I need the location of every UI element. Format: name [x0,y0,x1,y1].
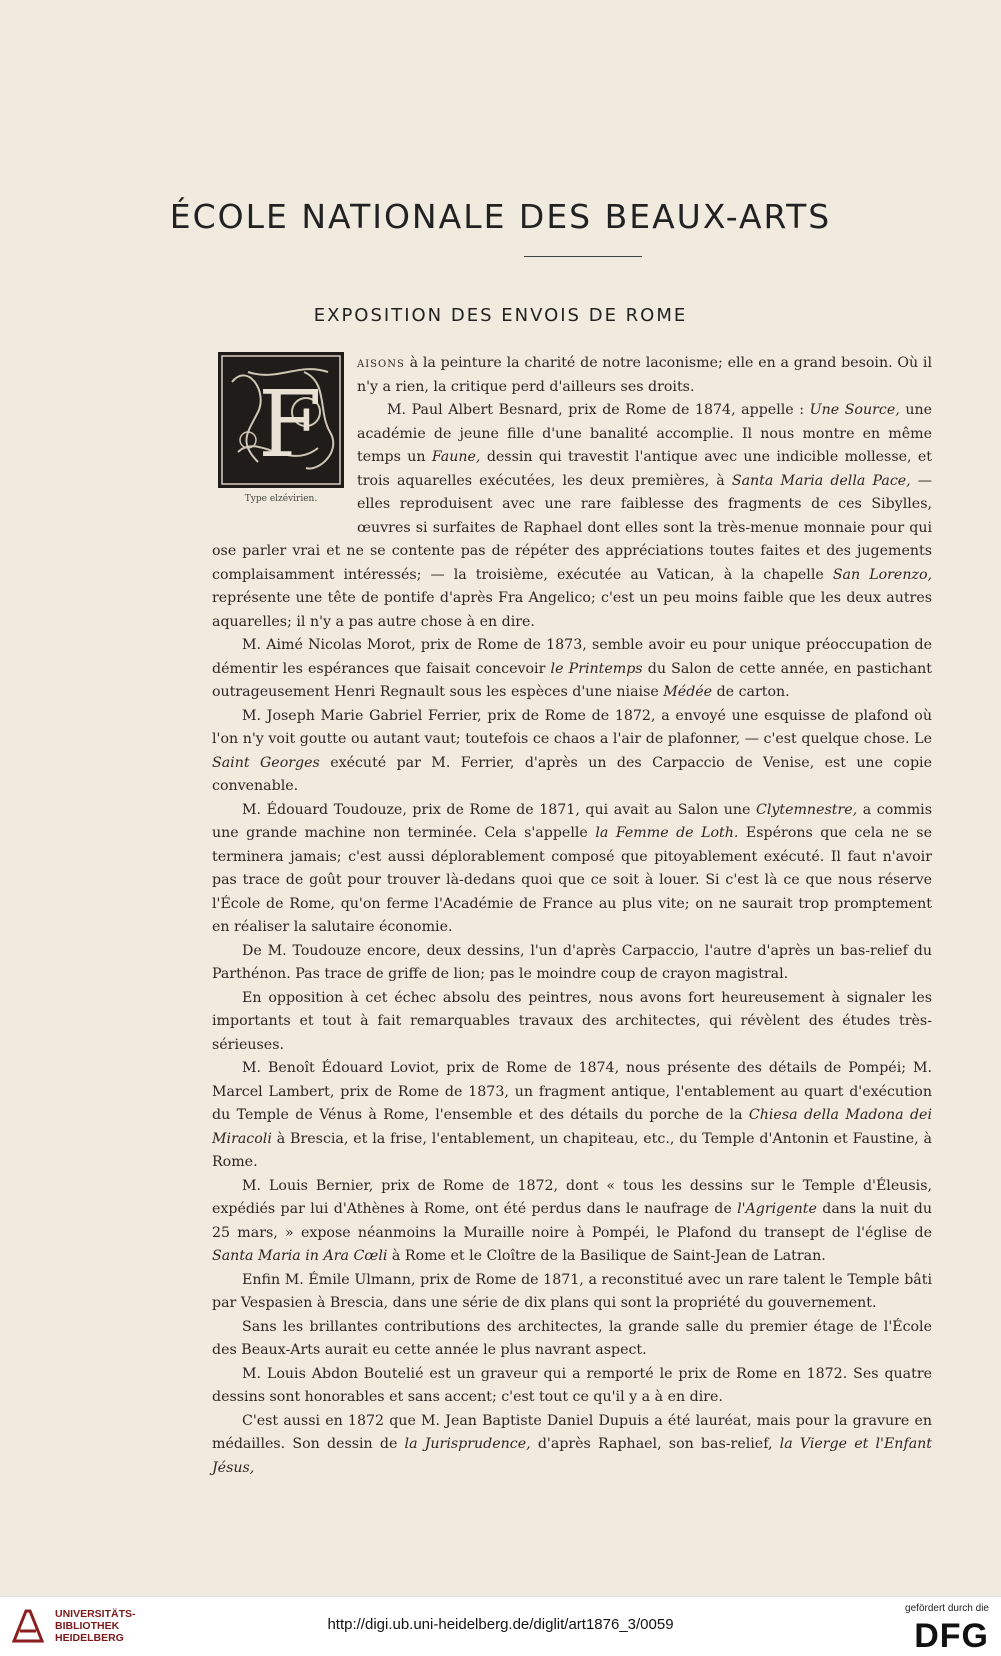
text-run: Sans les brillantes contributions des architectes, la grande salle du premier étage de l'École des Beaux-Arts aurait eu cette année le plus navrant aspect. [212,1318,932,1358]
text-run: M. Joseph Marie Gabriel Ferrier, prix de Rome de 1872, a envoyé une esquisse de plafond où l'on n'y voit goutte ou autant vaut; toutefois ce chaos a l'air de plafonner, — c'est quelque chose. Le [212,707,932,747]
text-run: à la peinture la charité de notre laconisme; elle en a grand besoin. Où il n'y a rien, la critique perd d'ailleurs ses droits. [357,355,932,395]
italic-title: San Lorenzo, [832,566,932,583]
text-run: dessin qui travestit l'antique avec une indicible mollesse, et trois aquarelles exécutées, les deux premières, à [357,449,932,489]
text-run: une académie de jeune fille d'une banalité accomplie. Il nous montre en même temps un [357,402,932,465]
text-run: M. Aimé Nicolas Morot, prix de Rome de 1873, semble avoir eu pour unique préoccupation de démentir les espérances que faisait concevoir [212,637,932,677]
text-run: M. Benoît Édouard Loviot, prix de Rome de 1874, nous présente des détails de Pompéi; M. Marcel Lambert, prix de Rome de 1873, un fragment antique, l'entablement au quart d'exécution du Temple de Vénus à Rome, l'ensemble et des détails du porche de la [212,1060,932,1123]
dropcap-space [212,352,357,518]
italic-title: Santa Maria della Pace, [731,472,911,489]
paragraph [212,1057,932,1175]
dropcap-caption: Type elzévirien. [244,494,318,504]
italic-title: Chiesa della Madona dei Miracoli [212,1107,932,1147]
text-run: représente une tête de pontife d'après Fra Angelico; c'est un peu moins faible que les deux autres aquarelles; il n'y a pas autre chose à en dire. [212,590,932,630]
paragraph [212,799,932,940]
paragraph [212,987,932,1058]
text-run: à Rome et le Cloître de la Basilique de Saint-Jean de Latran. [387,1248,826,1264]
italic-title: le Printemps [550,660,643,677]
paragraph [212,940,932,987]
section-subtitle: EXPOSITION DES ENVOIS DE ROME [313,305,688,326]
text-run: aisons [357,355,405,371]
paragraph [212,1316,932,1363]
text-run: d'après Raphael, son bas-relief, [530,1436,780,1452]
italic-title: Une Source, [809,402,900,418]
dfg-logo: DFG [914,1617,989,1655]
text-run: M. Louis Bernier, prix de Rome de 1872, dont « tous les dessins sur le Temple d'Éleusis, expédiés par lui d'Athènes à Rome, ont été perdus dans le naufrage de [212,1177,932,1217]
text-run: M. Édouard Toudouze, prix de Rome de 1871, qui avait au Salon une [242,801,756,818]
text-run: dans la nuit du 25 mars, » expose néanmoins la Muraille noire à Pompéi, le Plafond du transept de l'église de [212,1201,932,1241]
italic-title: Médée [663,684,713,700]
paragraph [212,1175,932,1269]
article-body [212,352,932,1480]
text-run: — elles reproduisent avec une rare faiblesse des fragments de ces Sibylles, œuvres si surfaites de Raphael dont elles sont la très-menue monnaie pour qui ose parler vrai et ne se contente pas de répéter des appréciations toutes faites et des jugements complaisamment intéressés; — la troisième, exécutée au Vatican, à la chapelle [212,472,932,583]
library-name: UNIVERSITÄTS- BIBLIOTHEK HEIDELBERG [55,1608,136,1644]
paragraph [212,1269,932,1316]
paragraph [212,1410,932,1481]
paragraph [212,634,932,705]
text-run: M. Louis Abdon Boutelié est un graveur qui a remporté le prix de Rome en 1872. Ses quatre dessins sont honorables et sans accent; c'est tout ce qu'il y a à en dire. [212,1365,932,1405]
text-run: exécuté par M. Ferrier, d'après un des Carpaccio de Venise, est une copie convenable. [212,754,932,794]
italic-title: Clytemnestre, [755,801,858,818]
italic-title: Faune, [431,449,481,465]
text-run: De M. Toudouze encore, deux dessins, l'un d'après Carpaccio, l'autre d'après un bas-relief du Parthénon. Pas trace de griffe de lion; pas le moindre coup de crayon magistral. [212,942,932,982]
text-run: C'est aussi en 1872 que M. Jean Baptiste Daniel Dupuis a été lauréat, mais pour la gravure en médailles. Son dessin de [212,1412,932,1452]
sponsor-label: gefördert durch die [905,1603,989,1614]
dropcap-letter: F [258,371,322,478]
text-run: M. Paul Albert Besnard, prix de Rome de 1874, appelle : [387,402,810,418]
italic-title: la Vierge et l'Enfant Jésus, [212,1436,932,1476]
text-run: En opposition à cet échec absolu des peintres, nous avons fort heureusement à signaler les importants et tout à fait remarquables travaux des architectes, qui révèlent des études très-sérieuses. [212,989,932,1053]
text-run: du Salon de cette année, en pastichant outrageusement Henri Regnault sous les espèces d'une niaise [212,660,932,700]
text-run: a commis une grande machine non terminée. Cela s'appelle [212,801,932,841]
page-title: ÉCOLE NATIONALE DES BEAUX-ARTS [169,197,832,236]
italic-title: l'Agrigente [737,1201,817,1217]
title-rule-divider [524,256,642,257]
text-run: Enfin M. Émile Ulmann, prix de Rome de 1871, a reconstitué avec un rare talent le Temple bâti par Vespasien à Brescia, dans une série de dix plans qui sont la propriété du gouvernement. [212,1271,932,1311]
paragraph [212,705,932,799]
italic-title: la Jurisprudence, [404,1436,531,1452]
permalink-url[interactable]: http://digi.ub.uni-heidelberg.de/diglit/art1876_3/0059 [327,1616,674,1633]
italic-title: Santa Maria in Ara Cœli [212,1248,388,1264]
italic-title: la Femme de Loth. [595,825,739,841]
text-run: à Brescia, et la frise, l'entablement, un chapiteau, etc., du Temple d'Antonin et Faustine, à Rome. [212,1130,932,1170]
text-run: de carton. [712,684,790,700]
text-run: Espérons que cela ne se terminera jamais; c'est aussi déplorablement composé que pitoyablement exécuté. Il faut n'avoir pas trace de goût pour trouver là-dedans quoi que ce soit à louer. Si c'est là ce que nous réserve l'École de Rome, qu'on ferme l'Académie de France au plus vite; on ne saurait trop promptement en réaliser la salutaire économie. [212,825,932,935]
italic-title: Saint Georges [212,754,320,771]
paragraph [212,1363,932,1410]
viewer-footer [0,1596,1001,1656]
